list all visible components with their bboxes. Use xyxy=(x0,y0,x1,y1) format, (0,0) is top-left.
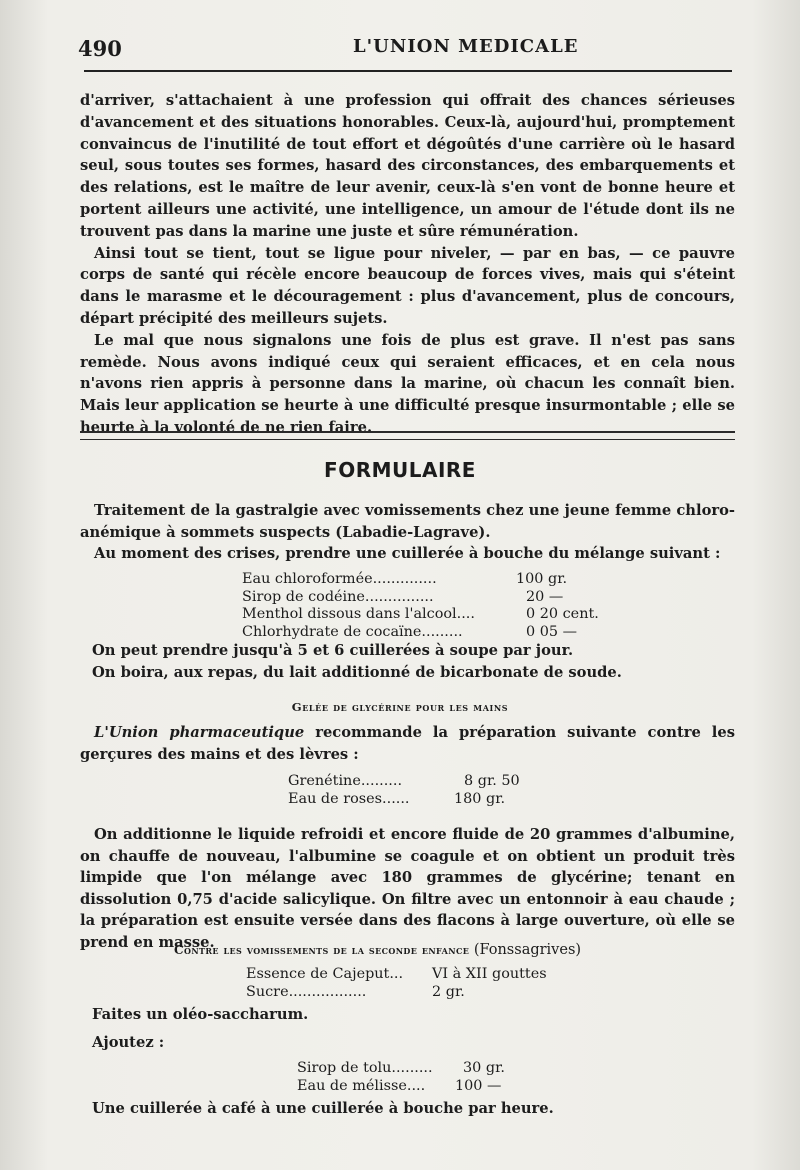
recipe-row xyxy=(242,624,599,642)
intro-paragraph-3: Le mal que nous signalons une fois de plus est grave. Il n'est pas sans remède. Nous avons indiqué ceux qui seraient efficaces, et en cela nous n'avons rien appris à personne dans la marine, où chacun les connaît bien. Mais leur application se heurte à une difficulté presque insurmontable ; elle se heurte à la volonté de ne rien faire. xyxy=(80,331,735,436)
ingredient-qty: 180 gr. xyxy=(454,790,506,807)
gelee-intro-rest: recommande la préparation suivante contre les gerçures des mains et des lèvres : xyxy=(80,724,735,763)
ingredient-qty: 100 — xyxy=(455,1077,502,1094)
ingredient-name: Sucre................. xyxy=(246,983,367,1000)
dosage-line-2: On boira, aux repas, du lait additionné de bicarbonate de soude. xyxy=(92,664,622,681)
step-ajoutez: Ajoutez : xyxy=(92,1034,165,1051)
page-number: 490 xyxy=(78,36,122,61)
recipe-row xyxy=(288,791,520,809)
journal-title: L'Union pharmaceutique xyxy=(94,724,305,741)
recipe-row xyxy=(288,773,520,791)
section-title: FORMULAIRE xyxy=(324,458,476,482)
recipe-tolu xyxy=(297,1060,505,1095)
recipe-row xyxy=(246,984,547,1002)
subhead-vomissements-title: Contre les vomissements de la seconde enfance xyxy=(174,943,470,957)
recipe-row xyxy=(242,606,599,624)
ingredient-name: Menthol dissous dans l'alcool.... xyxy=(242,606,475,622)
ingredient-qty: 100 gr. xyxy=(516,571,568,587)
lead-text: Traitement de la gastralgie avec vomissements chez une jeune femme chloro-anémique à sommets suspects (Labadie-Lagrave). xyxy=(80,502,735,541)
ingredient-qty: 30 gr. xyxy=(463,1060,505,1076)
recipe-gelee xyxy=(288,773,520,808)
step-oleo: Faites un oléo-saccharum. xyxy=(92,1006,309,1023)
gelee-method xyxy=(80,824,735,954)
recipe-row xyxy=(297,1060,505,1078)
ingredient-qty: VI à XII gouttes xyxy=(432,966,547,982)
intro-text xyxy=(80,90,735,439)
page-header xyxy=(78,36,738,66)
gelee-method-text: On additionne le liquide refroidi et encore fluide de 20 grammes d'albumine, on chauffe de nouveau, l'albumine se coagule et on obtient un produit très limpide que l'on mélange avec 180 grammes de glycérine; tenant en dissolution 0,75 d'acide salicylique. On filtre avec un entonnoir à eau chaude ; la préparation est ensuite versée dans des flacons à large ouverture, où elle se prend en masse. xyxy=(80,826,735,951)
dosage-line-1: On peut prendre jusqu'à 5 et 6 cuillerées à soupe par jour. xyxy=(92,642,574,659)
recipe-row xyxy=(242,571,599,589)
ingredient-name: Grenétine......... xyxy=(288,773,403,789)
ingredient-qty: 20 — xyxy=(526,588,564,605)
ingredient-qty: 8 gr. 50 xyxy=(464,773,520,789)
subhead-vomissements xyxy=(174,942,581,958)
recipe-cajeput xyxy=(246,966,547,1001)
instruction-text: Au moment des crises, prendre une cuillerée à bouche du mélange suivant : xyxy=(94,545,721,562)
ingredient-qty: 0 05 — xyxy=(526,623,578,640)
formulaire-lead xyxy=(80,500,735,565)
ingredient-name: Eau chloroformée.............. xyxy=(242,571,437,587)
running-head: L'UNION MEDICALE xyxy=(353,36,579,57)
section-divider xyxy=(80,431,735,440)
ingredient-name: Sirop de tolu......... xyxy=(297,1060,433,1076)
recipe-row xyxy=(242,589,599,607)
subhead-vomissements-author: (Fonssagrives) xyxy=(473,942,582,958)
gelee-intro xyxy=(80,722,735,765)
dosage-final: Une cuillerée à café à une cuillerée à bouche par heure. xyxy=(92,1100,554,1117)
ingredient-qty: 0 20 cent. xyxy=(526,606,599,622)
ingredient-qty: 2 gr. xyxy=(432,983,465,1000)
ingredient-name: Chlorhydrate de cocaïne......... xyxy=(242,623,463,640)
gelee-intro-text xyxy=(80,722,735,765)
ingredient-name: Essence de Cajeput... xyxy=(246,966,404,982)
recipe-chloroforme xyxy=(242,571,599,641)
ingredient-name: Eau de mélisse.... xyxy=(297,1077,426,1094)
recipe-row xyxy=(297,1078,505,1096)
intro-paragraph-1: d'arriver, s'attachaient à une profession qui offrait des chances sérieuses d'avancement et des situations honorables. Ceux-là, aujourd'hui, promptement convaincus de l'inutilité de tout effort et dégoûtés d'une carrière où le hasard seul, sous toutes ses formes, hasard des circonstances, des embarquements et des relations, est le maître de leur avenir, ceux-là s'en vont de bonne heure et portent ailleurs une activité, une intelligence, un amour de l'étude dont ils ne trouvent pas dans la marine une juste et sûre rémunération. xyxy=(80,92,735,240)
ingredient-name: Eau de roses...... xyxy=(288,790,410,807)
header-rule xyxy=(84,70,732,72)
ingredient-name: Sirop de codéine............... xyxy=(242,588,434,605)
intro-paragraph-2: Ainsi tout se tient, tout se ligue pour niveler, — par en bas, — ce pauvre corps de santé qui récèle encore beaucoup de forces vives, mais qui s'éteint dans le marasme et le découragement : plus d'avancement, plus de concours, départ précipité des meilleurs sujets. xyxy=(80,244,735,327)
recipe-row xyxy=(246,966,547,984)
subhead-gelee: Gelée de glycérine pour les mains xyxy=(291,700,509,714)
